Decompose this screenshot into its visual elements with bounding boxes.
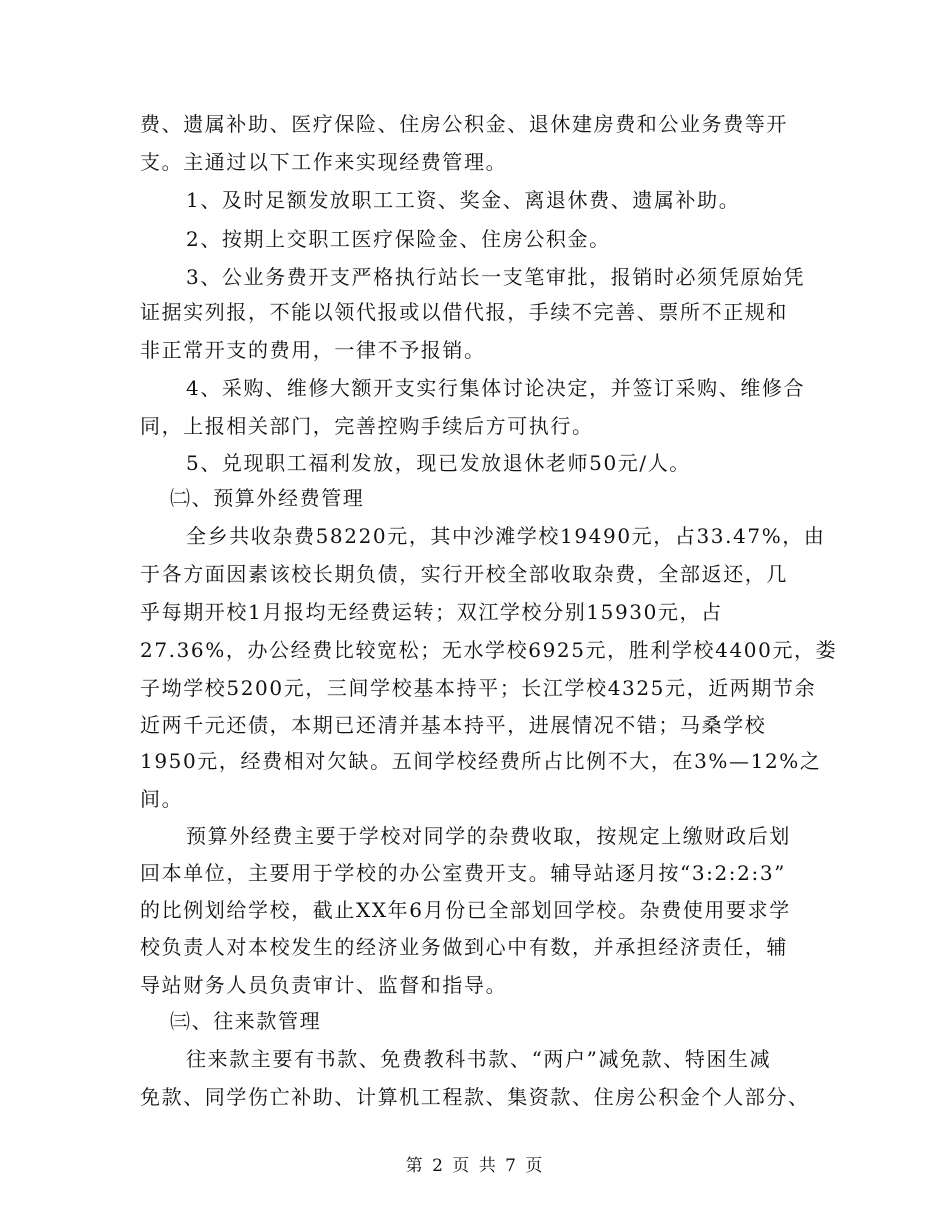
paragraph-start: 往来款主要有书款、免费教科书款、“两户”减免款、特困生减: [186, 1047, 772, 1071]
text-line: 乎每期开校1月报均无经费运转；双江学校分别15930元，占: [140, 600, 723, 624]
text-line: 子坳学校5200元，三间学校基本持平；长江学校4325元，近两期节余: [140, 676, 817, 700]
page-number-footer: 第 2 页 共 7 页: [405, 1156, 545, 1176]
text-line: 免款、同学伤亡补助、计算机工程款、集资款、住房公积金个人部分、: [140, 1085, 810, 1109]
text-line: 支。主通过以下工作来实现经费管理。: [140, 150, 508, 174]
text-line: 间。: [140, 787, 184, 811]
text-line: 回本单位，主要用于学校的办公室费开支。辅导站逐月按“3:2:2:3”: [140, 861, 786, 885]
paragraph-start: 全乡共收杂费58220元，其中沙滩学校19490元，占33.47%，由: [186, 524, 826, 548]
text-line: 校负责人对本校发生的经济业务做到心中有数，并承担经济责任，辅: [140, 935, 788, 959]
list-item-4: 4、采购、维修大额开支实行集体讨论决定，并签订采购、维修合: [186, 376, 806, 400]
text-line: 的比例划给学校，截止XX年6月份已全部划回学校。杂费使用要求学: [140, 898, 791, 922]
list-item-5: 5、兑现职工福利发放，现已发放退休老师50元/人。: [186, 451, 691, 475]
text-line: 费、遗属补助、医疗保险、住房公积金、退休建房费和公业务费等开: [140, 112, 788, 136]
text-line: 非正常开支的费用，一律不予报销。: [140, 338, 486, 362]
text-line: 同，上报相关部门，完善控购手续后方可执行。: [140, 414, 594, 438]
text-line: 27.36%，办公经费比较宽松；无水学校6925元，胜利学校4400元，娄: [140, 638, 838, 662]
list-item-2: 2、按期上交职工医疗保险金、住房公积金。: [186, 227, 611, 251]
text-line: 导站财务人员负责审计、监督和指导。: [140, 973, 508, 997]
text-line: 证据实列报，不能以领代报或以借代报，手续不完善、票所不正规和: [140, 300, 788, 324]
list-item-3: 3、公业务费开支严格执行站长一支笔审批，报销时必须凭原始凭: [186, 265, 806, 289]
section-heading-3: ㈢、往来款管理: [170, 1009, 322, 1033]
text-line: 于各方面因素该校长期负债，实行开校全部收取杂费，全部返还，几: [140, 562, 788, 586]
paragraph-start: 预算外经费主要于学校对同学的杂费收取，按规定上缴财政后划: [186, 824, 791, 848]
text-line: 近两千元还债，本期已还清并基本持平，进展情况不错；马桑学校: [140, 713, 767, 737]
text-line: 1950元，经费相对欠缺。五间学校经费所占比例不大，在3%—12%之: [140, 749, 822, 773]
list-item-1: 1、及时足额发放职工工资、奖金、离退休费、遗属补助。: [186, 188, 741, 212]
section-heading-2: ㈡、预算外经费管理: [170, 486, 365, 510]
